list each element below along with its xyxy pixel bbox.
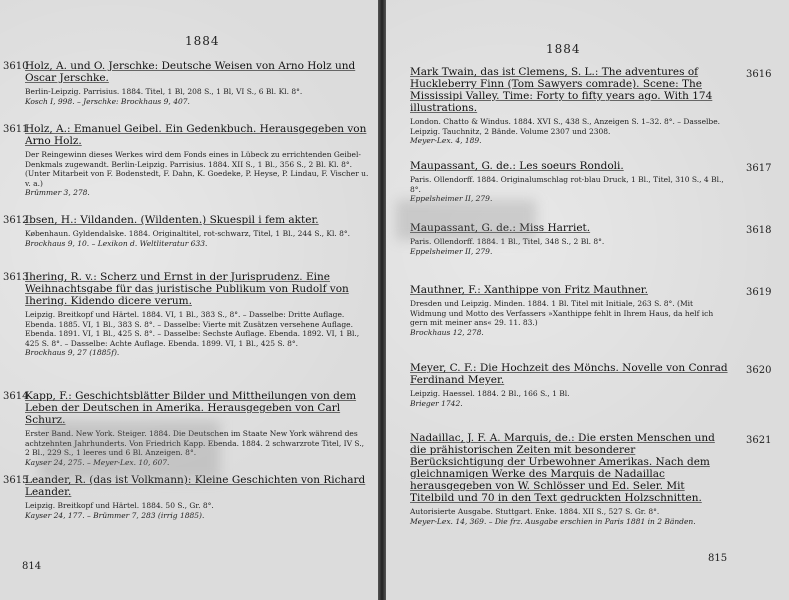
entry-references: Kayser 24, 177. – Brümmer 7, 283 (irrig 1885). <box>25 510 205 520</box>
entry-3620 <box>410 362 772 408</box>
entry-3618 <box>410 222 772 256</box>
entry-3616 <box>410 66 772 146</box>
entry-number: 3617 <box>746 163 772 174</box>
entry-imprint: Leipzig. Breitkopf und Härtel. 1884. 50 S., Gr. 8°. <box>25 501 214 510</box>
entry-imprint: Leipzig. Haessel. 1884. 2 Bl., 166 S., 1 Bl. <box>410 389 570 398</box>
entry-references: Brockhaus 9, 27 (1885f). <box>25 348 120 357</box>
entry-references: Kayser 24, 275. – Meyer-Lex. 10, 607. <box>25 457 170 467</box>
entry-title: Nadaillac, J. F. A. Marquis, de.: Die ersten Menschen und die prähistorischen Zeiten mit besonderer Berücksichtigung der Urbewohner Amerikas. Nach dem gleichnamigen Werke des Marquis de Nadaillac herausgegeben von W. Schlösser und Ed. Seler. Mit Titelbild und 70 in den Text gedruckten Holzschnitten. <box>410 432 715 504</box>
entry-imprint: Leipzig. Breitkopf und Härtel. 1884. VI, 1 Bl., 383 S., 8°. – Dasselbe: Dritte Auflage. Ebenda. 1885. VI, 1 Bl., 383 S. 8°. – Dasselbe: Vierte mit Zusätzen versehene Auflage. Ebenda. 1891. VI, 1 Bl., 425 S. 8°. – Dasselbe: Sechste Auflage. Ebenda. 1892. VI, 1 Bl., 425 S. 8°. – Dasselbe: Achte Auflage. Ebenda. 1899. VI, 1 Bl., 425 S. 8°. <box>25 310 360 348</box>
entry-number: 3611 <box>3 124 29 135</box>
entry-title: Mauthner, F.: Xanthippe von Fritz Mauthner. <box>410 284 649 296</box>
left-page <box>0 0 378 600</box>
entry-3614 <box>3 390 370 467</box>
entry-3612 <box>3 214 370 248</box>
entry-number: 3612 <box>3 215 29 226</box>
entry-title: Holz, A. und O. Jerschke: Deutsche Weisen von Arno Holz und Oscar Jerschke. <box>25 60 356 84</box>
entry-3617 <box>410 160 772 204</box>
entry-imprint: Københaun. Gyldendalske. 1884. Originaltitel, rot-schwarz, Titel, 1 Bl., 244 S., Kl. 8°. <box>25 229 351 238</box>
entry-title: Leander, R. (das ist Volkmann): Kleine Geschichten von Richard Leander. <box>25 474 366 498</box>
entry-references: Meyer-Lex. 4, 189. <box>410 136 482 145</box>
entry-title: Ihering, R. v.: Scherz und Ernst in der Jurisprudenz. Eine Weihnachtsgabe für das juristische Publikum von Rudolf von Ihering. Kidendo dicere verum. <box>25 271 349 307</box>
entry-references: Brieger 1742. <box>410 398 463 408</box>
entry-imprint: London. Chatto & Windus. 1884. XVI S., 438 S., Anzeigen S. 1–32. 8°. – Dasselbe. Leipzig. Tauchnitz, 2 Bände. Volume 2307 und 2308. <box>410 117 721 136</box>
book-gutter <box>378 0 386 600</box>
left-page-year: 1884 <box>185 34 220 48</box>
entry-references: Eppelsheimer II, 279. <box>410 246 493 256</box>
entry-number: 3610 <box>3 61 29 72</box>
entry-title: Maupassant, G. de.: Les soeurs Rondoli. <box>410 160 624 172</box>
right-page-year: 1884 <box>546 42 581 56</box>
entry-title: Maupassant, G. de.: Miss Harriet. <box>410 222 591 234</box>
entry-3619 <box>410 284 772 337</box>
entry-3613 <box>3 271 370 358</box>
right-page-number: 815 <box>708 553 728 564</box>
entry-references: Brockhaus 12, 278. <box>410 327 484 337</box>
entry-title: Mark Twain, das ist Clemens, S. L.: The adventures of Huckleberry Finn (Tom Sawyers comrade). Scene: The Mississipi Valley. Time: Forty to fifty years ago. With 174 illustrations. <box>410 66 713 114</box>
entry-references: Brümmer 3, 278. <box>25 188 90 197</box>
entry-title: Meyer, C. F.: Die Hochzeit des Mönchs. Novelle von Conrad Ferdinand Meyer. <box>410 362 728 386</box>
entry-3610 <box>3 60 370 106</box>
entry-number: 3615 <box>3 475 29 486</box>
entry-number: 3616 <box>746 69 772 80</box>
entry-references: Meyer-Lex. 14, 369. – Die frz. Ausgabe erschien in Paris 1881 in 2 Bänden. <box>410 516 696 526</box>
entry-imprint: Paris. Ollendorff. 1884. Originalumschlag rot-blau Druck, 1 Bl., Titel, 310 S., 4 Bl., 8°. <box>410 175 724 194</box>
entry-title: Kapp, F.: Geschichtsblätter Bilder und Mittheilungen von dem Leben der Deutschen in Amerika. Herausgegeben von Carl Schurz. <box>25 390 357 426</box>
entry-imprint: Erster Band. New York. Steiger. 1884. Die Deutschen im Staate New York während des achtzehnten Jahrhunderts. Von Friedrich Kapp. Ebenda. 1884. 2 schwarzrote Titel, IV S., 2 Bl., 229 S., 1 leeres und 6 Bl. Anzeigen. 8°. <box>25 429 365 457</box>
entry-imprint: Paris. Ollendorff. 1884. 1 Bl., Titel, 348 S., 2 Bl. 8°. <box>410 237 605 246</box>
entry-number: 3619 <box>746 287 772 298</box>
left-page-number: 814 <box>22 561 42 572</box>
entry-references: Kosch I, 998. – Jerschke: Brockhaus 9, 407. <box>25 96 190 106</box>
entry-references: Eppelsheimer II, 279. <box>410 194 493 203</box>
entry-3611 <box>3 123 370 198</box>
entry-number: 3620 <box>746 365 772 376</box>
entry-imprint: Autorisierte Ausgabe. Stuttgart. Enke. 1884. XII S., 527 S. Gr. 8°. <box>410 507 660 516</box>
entry-title: Ibsen, H.: Vildanden. (Wildenten.) Skuespil i fem akter. <box>25 214 319 226</box>
entry-3621 <box>410 432 772 526</box>
entry-references: Brockhaus 9, 10. – Lexikon d. Weltliteratur 633. <box>25 238 208 248</box>
entry-number: 3614 <box>3 391 29 402</box>
entry-number: 3618 <box>746 225 772 236</box>
entry-imprint: Berlin-Leipzig. Parrisius. 1884. Titel, 1 Bl, 208 S., 1 Bl, VI S., 6 Bl. Kl. 8°. <box>25 87 303 96</box>
entry-title: Holz, A.: Emanuel Geibel. Ein Gedenkbuch. Herausgegeben von Arno Holz. <box>25 123 367 147</box>
entry-number: 3613 <box>3 272 29 283</box>
entry-number: 3621 <box>746 435 772 446</box>
entry-imprint: Der Reingewinn dieses Werkes wird dem Fonds eines in Lübeck zu errichtenden Geibel-Denkmals zugewandt. Berlin-Leipzig. Parrisius. 1884. XII S., 1 Bl., 356 S., 2 Bl. Kl. 8°. (Unter Mitarbeit von F. Bodenstedt, F. Dahn, K. Goedeke, P. Heyse, P. Lindau, F. Vischer u. v. a.) <box>25 150 369 188</box>
right-page <box>386 0 789 600</box>
entry-imprint: Dresden und Leipzig. Minden. 1884. 1 Bl. Titel mit Initiale, 263 S. 8°. (Mit Widmung und Motto des Verfassers »Xanthippe fehlt in Ihrem Haus, da helf ich gern mit meiner ans« 29. 11. 83.) <box>410 299 714 327</box>
entry-3615 <box>3 474 370 520</box>
